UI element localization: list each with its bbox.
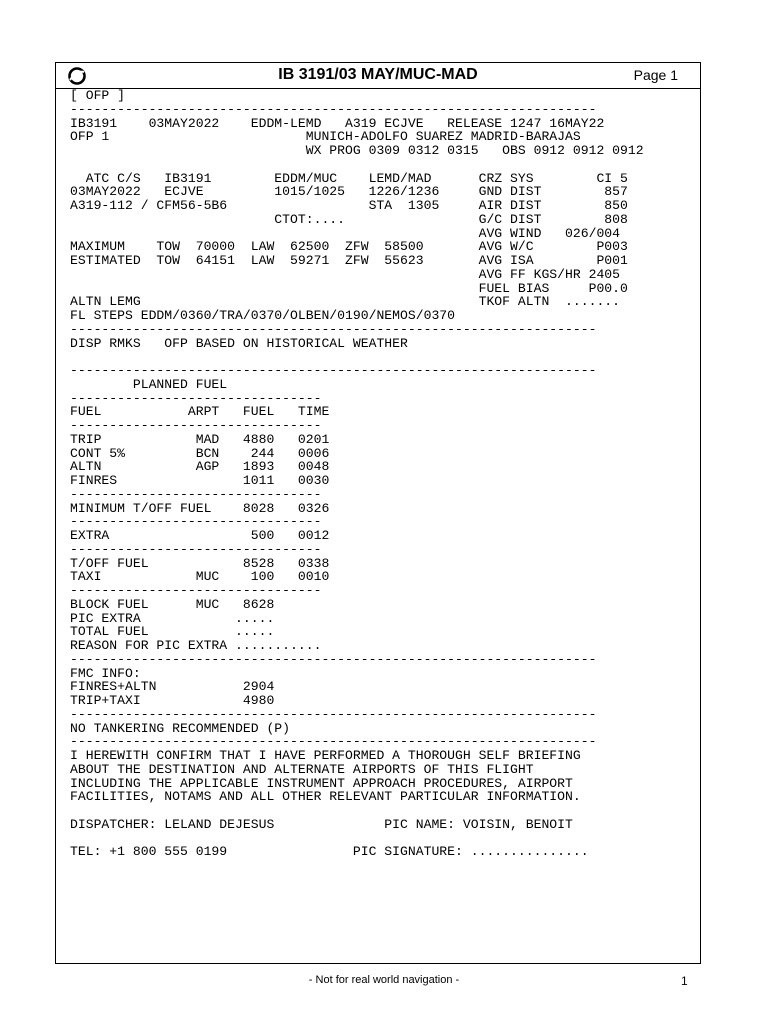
ofp-line: EXTRA 500 0012 (70, 528, 330, 543)
ofp-line: -------------------------------- (70, 486, 322, 502)
ofp-line: T/OFF FUEL 8528 0338 (70, 555, 330, 571)
ofp-line: -------------------------------- (70, 390, 322, 406)
footer-disclaimer: - Not for real world navigation - (308, 974, 460, 986)
ofp-line: [ OFP ] (70, 88, 126, 103)
ofp-line: REASON FOR PIC EXTRA ........... (70, 638, 322, 653)
ofp-line: ------------------------------------------------------------------- (70, 706, 597, 722)
ofp-line: OFP 1 MUNICH-ADOLFO SUAREZ MADRID-BARAJAS (70, 129, 581, 145)
page-number: 1 (681, 974, 688, 988)
ofp-line: ------------------------------------------------------------------- (70, 651, 597, 667)
ofp-line: FL STEPS EDDM/0360/TRA/0370/OLBEN/0190/NEMOS/0370 (70, 308, 456, 323)
ofp-line: -------------------------------- (70, 583, 322, 598)
ofp-line (70, 804, 644, 818)
ofp-line: A319-112 / CFM56-5B6 STA 1305 AIR DIST 850 (70, 198, 628, 213)
ofp-frame (55, 62, 701, 964)
ofp-line: -------------------------------- (70, 514, 322, 530)
ofp-line: DISPATCHER: LELAND DEJESUS PIC NAME: VOISIN, BENOIT (70, 816, 573, 832)
ofp-line: DISP RMKS OFP BASED ON HISTORICAL WEATHER (70, 335, 408, 351)
ofp-line: FUEL BIAS P00.0 (70, 280, 628, 296)
ofp-line: -------------------------------- (70, 541, 322, 557)
ofp-line: MAXIMUM TOW 70000 LAW 62500 ZFW 58500 AVG W/C P003 (70, 239, 628, 255)
ofp-line: INCLUDING THE APPLICABLE INSTRUMENT APPROACH PROCEDURES, AIRPORT (70, 775, 573, 791)
ofp-line: TRIP+TAXI 4980 (70, 693, 275, 708)
ofp-line: WX PROG 0309 0312 0315 OBS 0912 0912 0912 (70, 143, 644, 158)
ofp-line: PIC EXTRA ..... (70, 610, 275, 626)
ofp-line: FMC INFO: (70, 665, 141, 681)
ofp-line: AVG FF KGS/HR 2405 (70, 266, 621, 282)
ofp-line (70, 350, 644, 364)
ofp-line: ALTN LEMG TKOF ALTN ....... (70, 294, 621, 310)
ofp-line: TAXI MUC 100 0010 (70, 569, 330, 585)
ofp-line: ATC C/S IB3191 EDDM/MUC LEMD/MAD CRZ SYS CI 5 (70, 170, 628, 186)
ofp-line: IB3191 03MAY2022 EDDM-LEMD A319 ECJVE RELEASE 1247 16MAY22 (70, 115, 605, 131)
ofp-line: TOTAL FUEL ..... (70, 624, 275, 640)
ofp-line: CONT 5% BCN 244 0006 (70, 445, 330, 461)
flight-title: IB 3191/03 MAY/MUC-MAD (278, 66, 478, 83)
ofp-line: -------------------------------- (70, 418, 322, 433)
ofp-line: 03MAY2022 ECJVE 1015/1025 1226/1236 GND DIST 857 (70, 184, 628, 200)
ofp-header (56, 63, 700, 89)
ofp-line: AVG WIND 026/004 (70, 225, 621, 241)
ofp-line: CTOT:.... G/C DIST 808 (70, 211, 628, 227)
ofp-line (70, 158, 644, 172)
ofp-line: FINRES 1011 0030 (70, 473, 330, 488)
ofp-text-body (70, 89, 644, 859)
ofp-line: ABOUT THE DESTINATION AND ALTERNATE AIRPORTS OF THIS FLIGHT (70, 761, 534, 777)
ofp-line: ------------------------------------------------------------------- (70, 363, 597, 378)
ofp-line: PLANNED FUEL (70, 376, 228, 392)
page-label: Page 1 (633, 67, 678, 83)
ofp-line: ------------------------------------------------------------------- (70, 734, 597, 750)
ofp-line: MINIMUM T/OFF FUEL 8028 0326 (70, 500, 330, 516)
ofp-line: FACILITIES, NOTAMS AND ALL OTHER RELEVANT PARTICULAR INFORMATION. (70, 789, 581, 805)
ofp-line: ------------------------------------------------------------------- (70, 321, 597, 337)
ofp-line: ESTIMATED TOW 64151 LAW 59271 ZFW 55623 AVG ISA P001 (70, 253, 628, 268)
ofp-line: FINRES+ALTN 2904 (70, 679, 275, 695)
ofp-line: TRIP MAD 4880 0201 (70, 431, 330, 447)
ofp-line: TEL: +1 800 555 0199 PIC SIGNATURE: ............... (70, 844, 589, 860)
ofp-line: ------------------------------------------------------------------- (70, 101, 597, 117)
ofp-line: NO TANKERING RECOMMENDED (P) (70, 720, 291, 736)
ofp-line: FUEL ARPT FUEL TIME (70, 404, 330, 420)
ofp-line: ALTN AGP 1893 0048 (70, 459, 330, 475)
ofp-line: BLOCK FUEL MUC 8628 (70, 596, 275, 612)
ofp-line: I HEREWITH CONFIRM THAT I HAVE PERFORMED A THOROUGH SELF BRIEFING (70, 748, 581, 763)
ofp-line (70, 832, 644, 846)
